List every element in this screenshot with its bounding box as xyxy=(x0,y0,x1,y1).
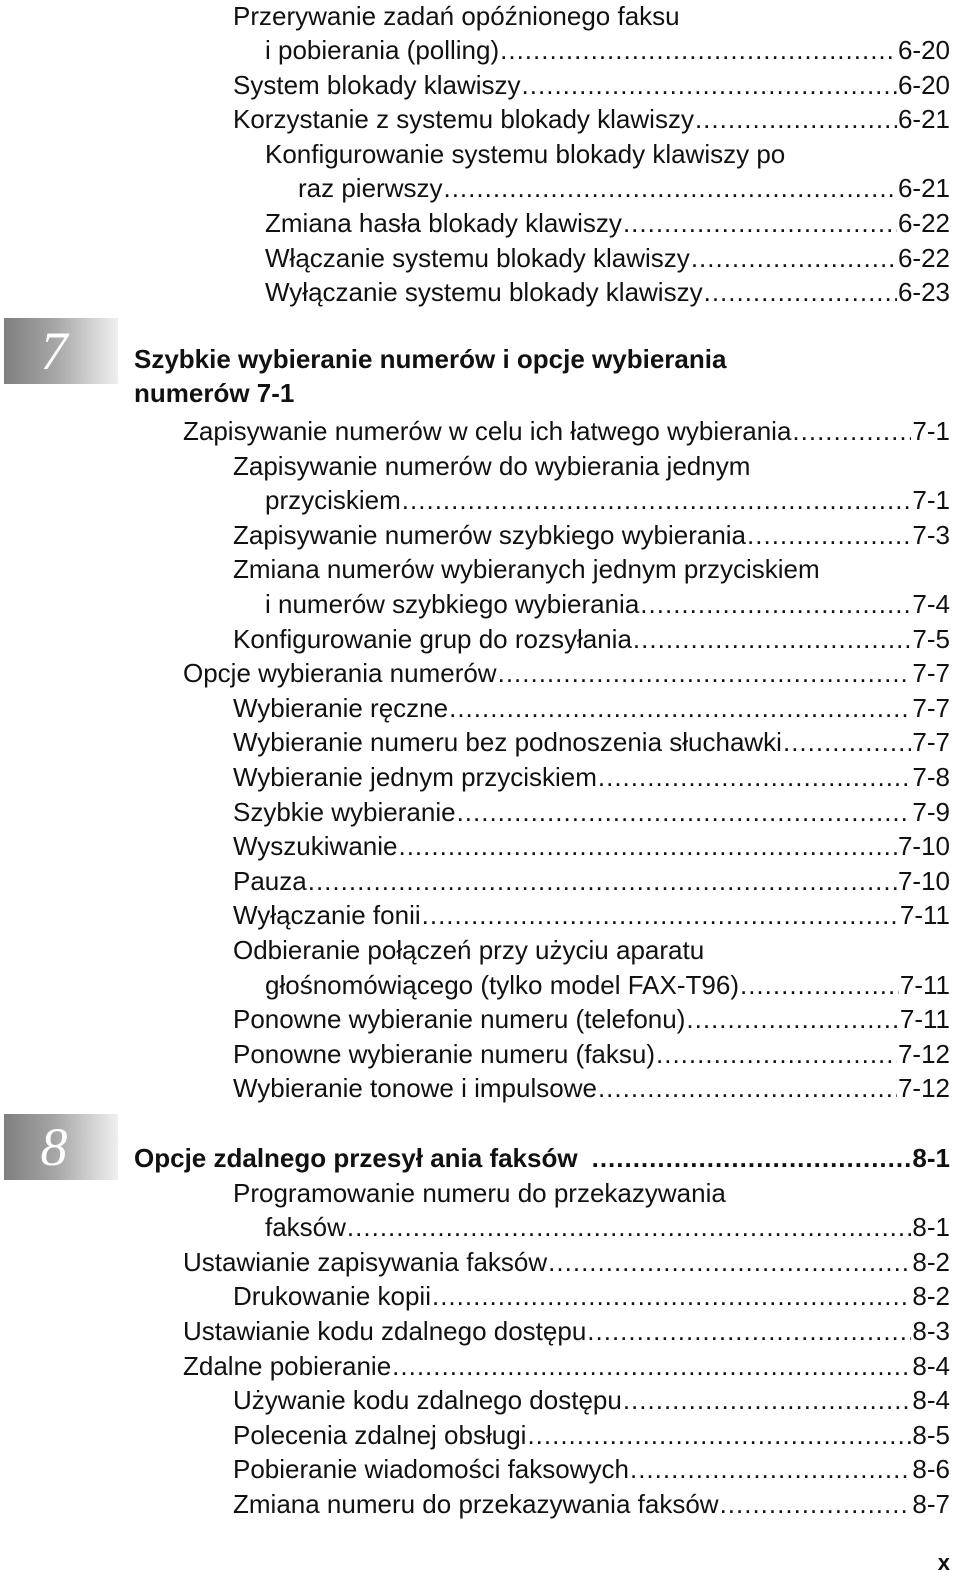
toc-entry-text: Zdalne pobieranie xyxy=(183,1351,392,1381)
dot-leader xyxy=(500,34,897,66)
dot-leader xyxy=(783,726,911,758)
dot-leader xyxy=(704,276,897,308)
dot-leader xyxy=(695,103,897,135)
toc-entry[interactable] xyxy=(233,619,950,655)
toc-page-number: 7-10 xyxy=(897,866,950,896)
toc-entry-text: Drukowanie kopii xyxy=(233,1281,431,1311)
toc-entry-text: Konfigurowanie grup do rozsyłania xyxy=(233,624,632,654)
chapter-title-continued[interactable]: numerów 7-1 xyxy=(134,378,295,408)
toc-page-number: 7-8 xyxy=(912,762,950,792)
toc-entry xyxy=(233,0,680,32)
toc-entry xyxy=(233,930,704,966)
toc-entry[interactable] xyxy=(233,792,950,828)
toc-entry[interactable] xyxy=(233,826,950,862)
toc-entry[interactable] xyxy=(265,238,950,274)
toc-page-number: 7-1 xyxy=(912,416,950,446)
toc-page-number: 6-22 xyxy=(897,243,950,273)
toc-entry[interactable] xyxy=(233,65,950,101)
toc-page-number: 6-21 xyxy=(897,173,950,203)
toc-page-number: 8-5 xyxy=(912,1420,950,1450)
toc-entry[interactable] xyxy=(233,757,950,793)
toc-entry-text: Ustawianie zapisywania faksów xyxy=(183,1247,548,1277)
toc-entry-text: Odbieranie połączeń przy użyciu aparatu xyxy=(233,935,705,965)
toc-page-number: 7-7 xyxy=(912,727,950,757)
toc-page-number: 6-22 xyxy=(897,208,950,238)
toc-page-number: 8-2 xyxy=(912,1281,950,1311)
toc-entry xyxy=(233,549,820,585)
dot-leader xyxy=(656,1038,897,1070)
toc-page-number: 7-12 xyxy=(897,1039,950,1069)
dot-leader xyxy=(449,692,911,724)
chapter-tab-7 xyxy=(4,318,118,384)
chapter-number: 7 xyxy=(40,321,68,381)
toc-entry[interactable] xyxy=(233,1415,950,1451)
chapter-number: 8 xyxy=(40,1117,68,1177)
toc-page-number: 6-21 xyxy=(897,104,950,134)
dot-leader xyxy=(587,1315,911,1347)
dot-leader xyxy=(740,969,899,1001)
toc-entry[interactable] xyxy=(183,1346,950,1382)
toc-entry-text: Opcje wybierania numerów xyxy=(183,658,497,688)
toc-entry-text: Wybieranie tonowe i impulsowe xyxy=(233,1073,597,1103)
toc-entry[interactable] xyxy=(265,965,950,1001)
dot-leader xyxy=(392,1350,911,1382)
toc-entry[interactable] xyxy=(233,1276,950,1312)
dot-leader xyxy=(498,657,912,689)
toc-entry[interactable] xyxy=(233,1484,950,1520)
toc-entry[interactable] xyxy=(233,722,950,758)
toc-page-number: 7-4 xyxy=(912,589,950,619)
dot-leader xyxy=(792,415,911,447)
toc-entry-text: Zmiana hasła blokady klawiszy xyxy=(265,208,622,238)
toc-entry[interactable] xyxy=(298,168,950,204)
dot-leader xyxy=(522,69,897,101)
toc-entry-text: Szybkie wybieranie xyxy=(233,797,456,827)
dot-leader xyxy=(720,1488,912,1520)
dot-leader xyxy=(398,830,896,862)
dot-leader xyxy=(747,519,911,551)
toc-entry[interactable] xyxy=(265,1207,950,1243)
toc-entry xyxy=(233,1173,726,1209)
toc-entry[interactable] xyxy=(183,1242,950,1278)
chapter-tab-8 xyxy=(4,1114,118,1180)
toc-page-number: 8-4 xyxy=(912,1351,950,1381)
toc-page-number: 8-3 xyxy=(912,1316,950,1346)
toc-entry[interactable] xyxy=(233,1034,950,1070)
toc-page-number: 7-5 xyxy=(912,624,950,654)
dot-leader xyxy=(633,623,912,655)
toc-entry-text: Ponowne wybieranie numeru (faksu) xyxy=(233,1039,655,1069)
toc-page-number: 8-1 xyxy=(912,1212,950,1242)
toc-entry[interactable] xyxy=(233,895,950,931)
toc-entry[interactable] xyxy=(233,1449,950,1485)
page-number: x xyxy=(937,1550,950,1575)
toc-page-number: 6-20 xyxy=(897,70,950,100)
toc-entry-text: Pauza xyxy=(233,866,307,896)
toc-entry-text: Wybieranie jednym przyciskiem xyxy=(233,762,597,792)
dot-leader xyxy=(623,207,897,239)
toc-entry[interactable] xyxy=(233,999,950,1035)
dot-leader xyxy=(347,1211,912,1243)
toc-page-number: 6-23 xyxy=(897,277,950,307)
toc-entry-text: raz pierwszy xyxy=(298,173,443,203)
toc-entry-text: Zapisywanie numerów w celu ich łatwego wybierania xyxy=(183,416,792,446)
toc-entry-text: Zapisywanie numerów do wybierania jednym xyxy=(233,451,751,481)
dot-leader xyxy=(443,172,896,204)
chapter-title[interactable] xyxy=(134,1138,950,1174)
toc-entry[interactable] xyxy=(233,688,950,724)
dot-leader xyxy=(691,242,897,274)
dot-leader xyxy=(402,484,912,516)
toc-entry[interactable] xyxy=(265,203,950,239)
dot-leader xyxy=(598,1072,897,1104)
toc-entry-text: Programowanie numeru do przekazywania xyxy=(233,1178,726,1208)
toc-entry[interactable] xyxy=(265,30,950,66)
toc-entry-text: Wyłączanie fonii xyxy=(233,900,421,930)
toc-entry-text: Pobieranie wiadomości faksowych xyxy=(233,1454,629,1484)
toc-entry[interactable] xyxy=(233,1068,950,1104)
toc-entry-text: faksów xyxy=(265,1212,346,1242)
toc-page-number: 8-1 xyxy=(912,1143,950,1173)
dot-leader xyxy=(598,761,912,793)
toc-page-number: 6-20 xyxy=(897,35,950,65)
toc-entry xyxy=(265,134,785,170)
toc-entry-text: Wyszukiwanie xyxy=(233,831,398,861)
toc-entry[interactable] xyxy=(265,272,950,308)
toc-page-number: 7-11 xyxy=(899,1004,950,1034)
toc-entry[interactable] xyxy=(233,1380,950,1416)
toc-entry-text: Włączanie systemu blokady klawiszy xyxy=(265,243,690,273)
toc-entry[interactable] xyxy=(183,1311,950,1347)
toc-entry-text: Zmiana numeru do przekazywania faksów xyxy=(233,1489,719,1519)
toc-page-number: 8-4 xyxy=(912,1385,950,1415)
toc-entry[interactable] xyxy=(233,99,950,135)
toc-entry-text: Używanie kodu zdalnego dostępu xyxy=(233,1385,622,1415)
dot-leader xyxy=(592,1142,912,1174)
dot-leader xyxy=(686,1003,899,1035)
dot-leader xyxy=(422,899,899,931)
dot-leader xyxy=(432,1280,911,1312)
toc-entry-text: i numerów szybkiego wybierania xyxy=(265,589,640,619)
toc-entry-text: Konfigurowanie systemu blokady klawiszy po xyxy=(265,139,786,169)
toc-entry-text: Zmiana numerów wybieranych jednym przyciskiem xyxy=(233,554,820,584)
toc-entry-text: Wyłączanie systemu blokady klawiszy xyxy=(265,277,703,307)
toc-entry-text: Zapisywanie numerów szybkiego wybierania xyxy=(233,520,747,550)
toc-page-number: 7-11 xyxy=(899,900,950,930)
dot-leader xyxy=(548,1246,911,1278)
toc-entry[interactable] xyxy=(183,411,950,447)
toc-entry-text: Ponowne wybieranie numeru (telefonu) xyxy=(233,1004,686,1034)
dot-leader xyxy=(630,1453,911,1485)
toc-entry-text: przyciskiem xyxy=(265,485,401,515)
toc-page-number: 7-12 xyxy=(897,1073,950,1103)
dot-leader xyxy=(640,588,911,620)
toc-page-number: 7-10 xyxy=(897,831,950,861)
toc-page-number: 7-3 xyxy=(912,520,950,550)
chapter-title[interactable]: Szybkie wybieranie numerów i opcje wybierania xyxy=(134,344,727,374)
toc-entry[interactable] xyxy=(233,515,950,551)
toc-page-number: 8-7 xyxy=(912,1489,950,1519)
toc-page-number: 8-2 xyxy=(912,1247,950,1277)
toc-page-number: 7-1 xyxy=(912,485,950,515)
toc-entry-text: Korzystanie z systemu blokady klawiszy xyxy=(233,104,694,134)
toc-entry[interactable] xyxy=(265,584,950,620)
toc-entry[interactable] xyxy=(265,480,950,516)
toc-page-number: 7-9 xyxy=(912,797,950,827)
toc-entry xyxy=(233,446,750,482)
dot-leader xyxy=(527,1419,911,1451)
toc-entry-text: Wybieranie numeru bez podnoszenia słuchawki xyxy=(233,727,782,757)
dot-leader xyxy=(457,796,912,828)
toc-entry-text: głośnomówiącego (tylko model FAX-T96) xyxy=(265,970,739,1000)
toc-entry-text: Polecenia zdalnej obsługi xyxy=(233,1420,527,1450)
toc-page-number: 8-6 xyxy=(912,1454,950,1484)
toc-entry-text: i pobierania (polling) xyxy=(265,35,500,65)
toc-page-number: 7-11 xyxy=(899,970,950,1000)
dot-leader xyxy=(623,1384,912,1416)
toc-page-number: 7-7 xyxy=(912,658,950,688)
chapter-title-text: Opcje zdalnego przesył ania faksów xyxy=(134,1143,578,1173)
toc-entry[interactable] xyxy=(183,653,950,689)
toc-entry-text: Przerywanie zadań opóźnionego faksu xyxy=(233,1,680,31)
toc-entry-text: Wybieranie ręczne xyxy=(233,693,449,723)
toc-entry-text: Ustawianie kodu zdalnego dostępu xyxy=(183,1316,587,1346)
dot-leader xyxy=(308,865,897,897)
toc-page-number: 7-7 xyxy=(912,693,950,723)
toc-entry[interactable] xyxy=(233,861,950,897)
toc-entry-text: System blokady klawiszy xyxy=(233,70,521,100)
